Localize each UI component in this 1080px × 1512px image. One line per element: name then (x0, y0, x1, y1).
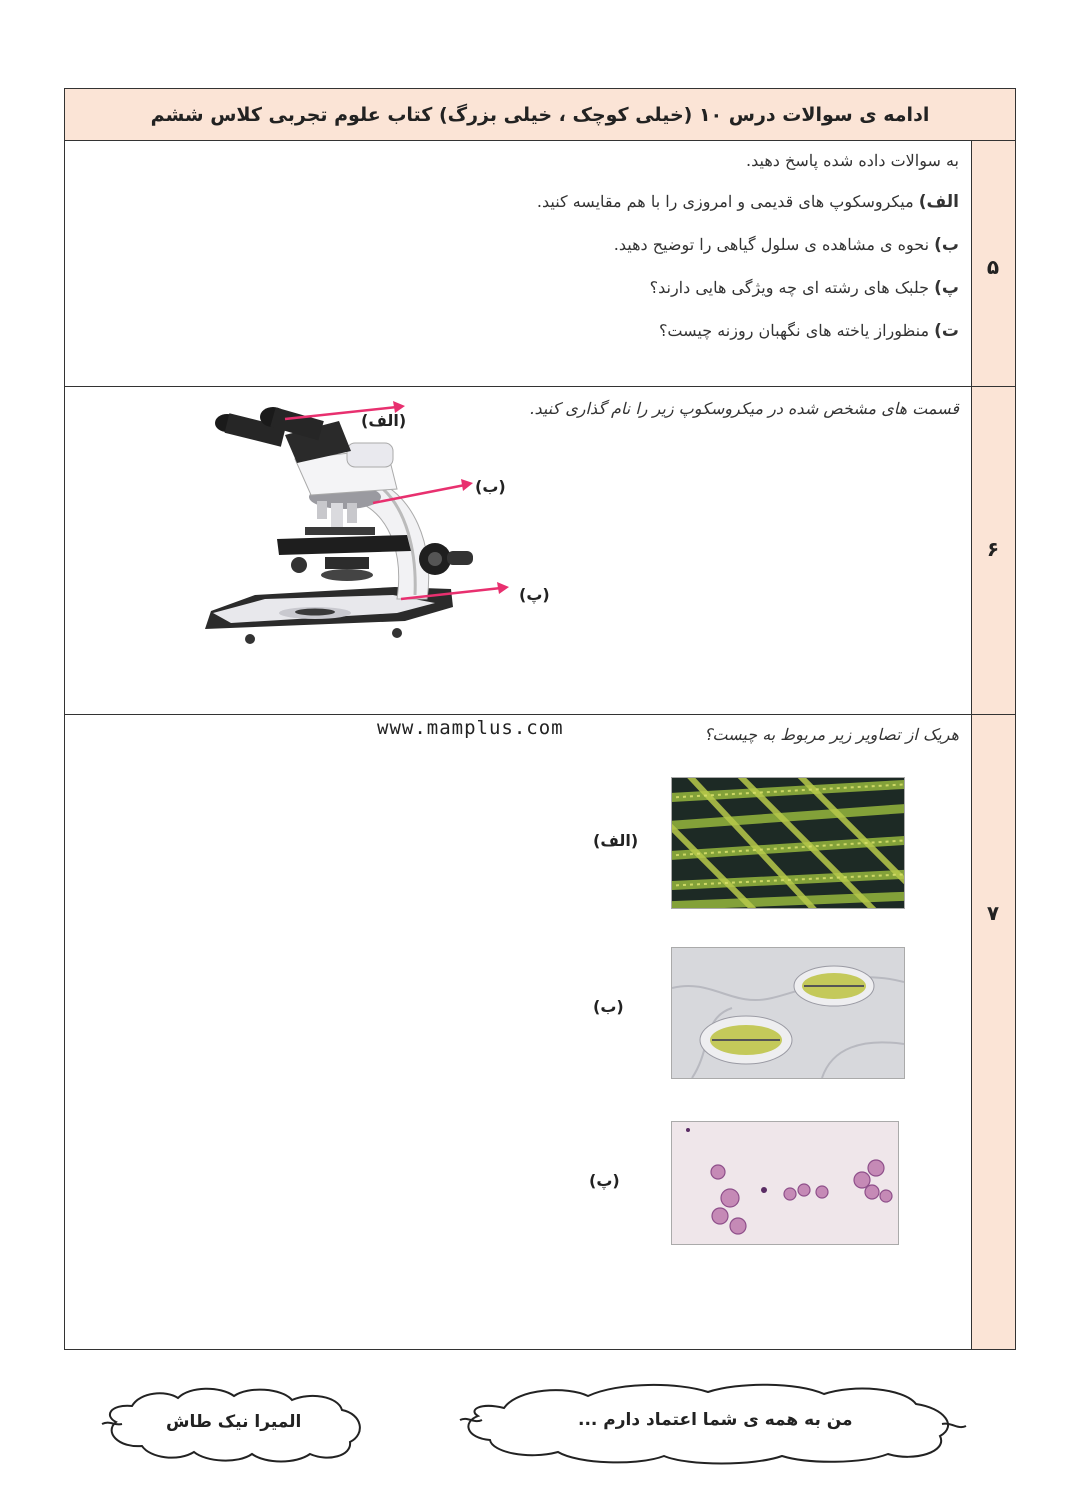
footer-motto: من به همه ی شما اعتماد دارم ... (578, 1410, 853, 1430)
q7-label-p: (پ) (589, 1171, 620, 1190)
question-number-7: ۷ (986, 901, 1000, 925)
row-divider (65, 386, 1015, 387)
q5-item-b (614, 235, 959, 255)
cells-photo (671, 1121, 899, 1245)
watermark-url: www.mamplus.com (377, 717, 564, 739)
q5-item-letter: پ) (934, 278, 959, 298)
q5-item-letter: ت) (934, 321, 959, 341)
q6-prompt: قسمت های مشخص شده در میکروسکوپ زیر را نام گذاری کنید. (529, 399, 959, 418)
q5-item-a (537, 192, 959, 212)
q5-prompt: به سوالات داده شده پاسخ دهید. (746, 151, 959, 170)
q5-item-text: میکروسکوپ های قدیمی و امروزی را با هم مقایسه کنید. (536, 192, 914, 211)
question-sheet (64, 88, 1016, 1350)
stomata-photo (671, 947, 905, 1079)
q5-item-letter: ب) (934, 235, 959, 255)
algae-photo (671, 777, 905, 909)
question-number-column (971, 141, 1015, 1349)
question-number-5: ۵ (986, 255, 1000, 279)
row-divider (65, 714, 1015, 715)
q5-item-t (659, 321, 959, 341)
microscope-label-p: (پ) (519, 585, 550, 604)
microscope-label-b: (ب) (475, 477, 506, 496)
footer-author: المیرا نیک طاش (166, 1412, 302, 1432)
q5-item-p (650, 278, 959, 298)
q7-label-a: (الف) (593, 831, 639, 850)
q5-item-letter: الف) (918, 192, 959, 212)
question-number-6: ۶ (986, 537, 1000, 561)
q5-item-text: جلبک های رشته ای چه ویژگی هایی دارند؟ (649, 278, 930, 297)
microscope-label-a: (الف) (361, 411, 407, 430)
q5-item-text: نحوه ی مشاهده ی سلول گیاهی را توضیح دهید. (613, 235, 930, 254)
q7-prompt: هریک از تصاویر زیر مربوط به چیست؟ (703, 725, 959, 744)
page-title: ادامه ی سوالات درس ۱۰ (خیلی کوچک ، خیلی بزرگ) کتاب علوم تجربی کلاس ششم (65, 89, 1015, 141)
q5-item-text: منظوراز یاخته های نگهبان روزنه چیست؟ (658, 321, 930, 340)
q7-label-b: (ب) (593, 997, 624, 1016)
microscope-illustration (135, 399, 535, 659)
